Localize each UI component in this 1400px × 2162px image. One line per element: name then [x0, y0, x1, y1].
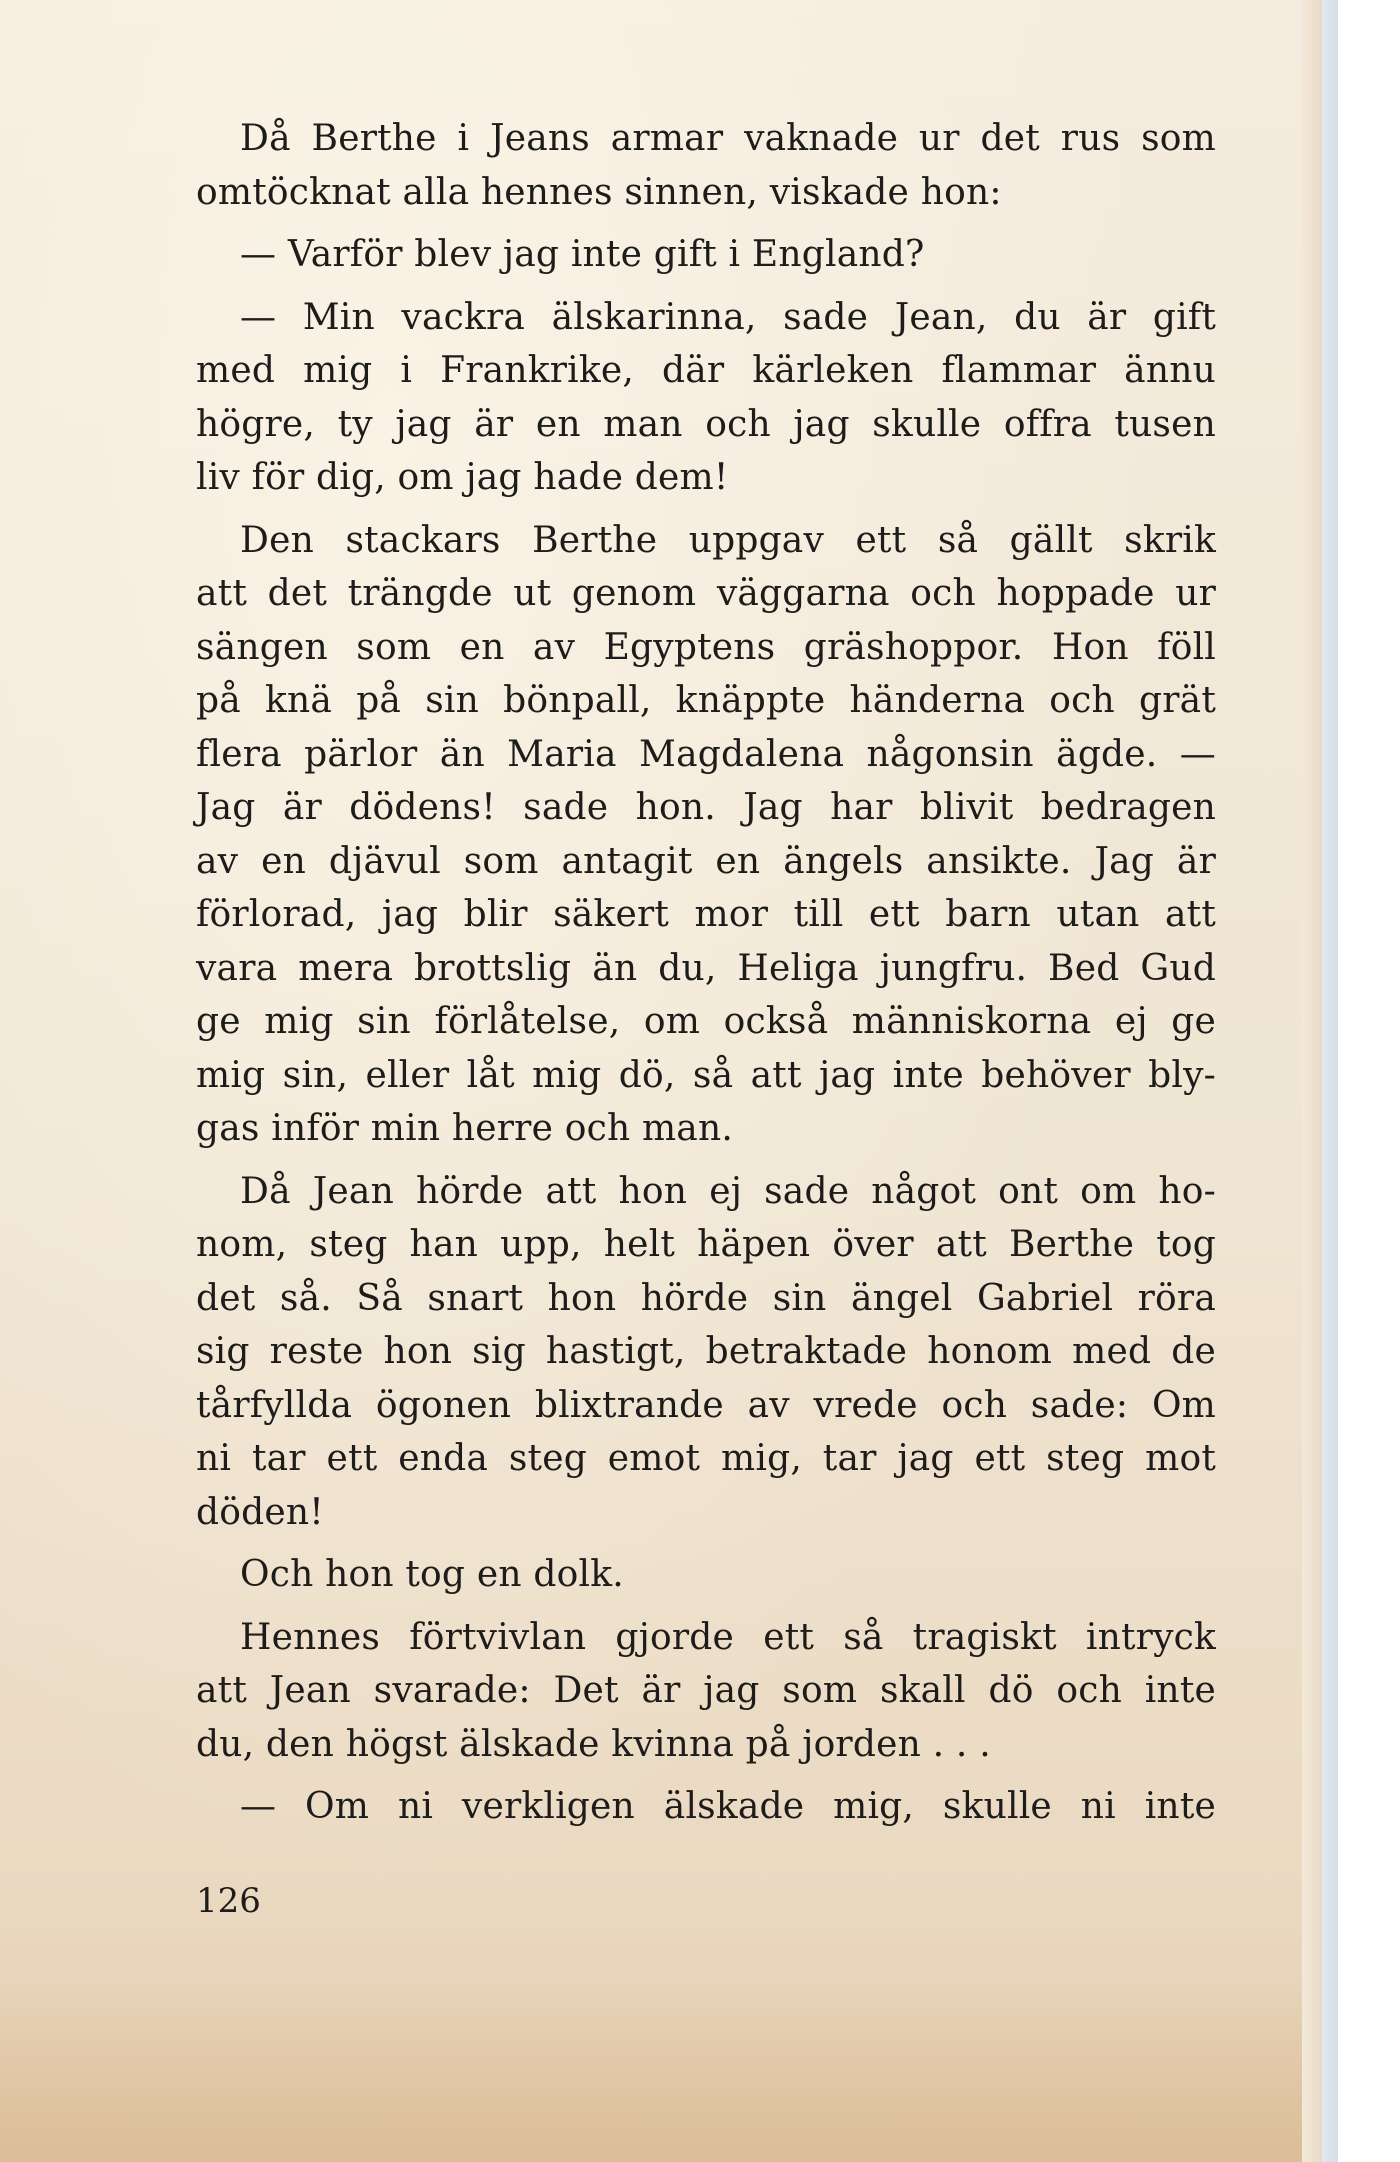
text-line: förlorad, jag blir säkert mor till ett barn utan att: [196, 894, 1216, 935]
text-line: ge mig sin förlåtelse, om också människorna ej ge: [196, 1001, 1216, 1042]
text-line: sängen som en av Egyptens gräshoppor. Hon föll: [196, 626, 1216, 668]
text-line: flera pärlor än Maria Magdalena någonsin ägde. —: [196, 733, 1216, 775]
text-line: Hennes förtvivlan gjorde ett så tragiskt intryck: [240, 1616, 1216, 1658]
paragraph-gap: [196, 1539, 1216, 1548]
page-edge: [1322, 0, 1338, 2162]
text-line: mig sin, eller låt mig dö, så att jag inte behöver bly-: [196, 1054, 1216, 1096]
text-line: sig reste hon sig hastigt, betraktade honom med de: [196, 1331, 1216, 1372]
text-line: på knä på sin bönpall, knäppte händerna och grät: [196, 680, 1216, 721]
text-line: det så. Så snart hon hörde sin ängel Gabriel röra: [196, 1277, 1216, 1319]
text-line: ni tar ett enda steg emot mig, tar jag ett steg mot: [196, 1438, 1216, 1479]
text-line: du, den högst älskade kvinna på jorden . . .: [196, 1723, 991, 1765]
paragraph-gap: [196, 1602, 1216, 1611]
paragraph-gap: [196, 1156, 1216, 1165]
text-line: högre, ty jag är en man och jag skulle offra tusen: [196, 403, 1216, 445]
paragraph-gap: [196, 505, 1216, 514]
text-line: — Min vackra älskarinna, sade Jean, du är gift: [240, 296, 1216, 338]
paragraph-gap: [196, 282, 1216, 291]
text-line: — Varför blev jag inte gift i England?: [240, 234, 925, 275]
text-line: liv för dig, om jag hade dem!: [196, 457, 729, 498]
paragraph-gap: [196, 1771, 1216, 1780]
text-line: att det trängde ut genom väggarna och hoppade ur: [196, 573, 1216, 614]
page-number: 126: [196, 1881, 261, 1921]
text-line: gas inför min herre och man.: [196, 1108, 734, 1149]
text-line: tårfyllda ögonen blixtrande av vrede och sade: Om: [196, 1384, 1216, 1426]
text-line: nom, steg han upp, helt häpen över att Berthe tog: [196, 1224, 1216, 1265]
page-gutter: [1302, 0, 1322, 2162]
text-line: omtöcknat alla hennes sinnen, viskade hon:: [196, 171, 1002, 213]
text-line: döden!: [196, 1491, 324, 1533]
text-line: Och hon tog en dolk.: [240, 1554, 624, 1595]
text-line: — Om ni verkligen älskade mig, skulle ni inte: [240, 1786, 1216, 1827]
text-line: av en djävul som antagit en ängels ansikte. Jag är: [196, 840, 1216, 882]
text-line: att Jean svarade: Det är jag som skall dö och inte: [196, 1670, 1216, 1711]
paragraph-gap: [196, 219, 1216, 228]
text-line: Då Jean hörde att hon ej sade något ont om ho-: [240, 1170, 1216, 1212]
text-line: Den stackars Berthe uppgav ett så gällt skrik: [240, 519, 1216, 561]
text-line: Då Berthe i Jeans armar vaknade ur det rus som: [240, 118, 1216, 159]
scan-background: [1338, 0, 1400, 2162]
text-line: med mig i Frankrike, där kärleken flammar ännu: [196, 350, 1216, 391]
body-text: [196, 112, 1216, 1834]
text-line: Jag är dödens! sade hon. Jag har blivit bedragen: [196, 787, 1216, 828]
text-line: vara mera brottslig än du, Heliga jungfru. Bed Gud: [196, 947, 1216, 989]
